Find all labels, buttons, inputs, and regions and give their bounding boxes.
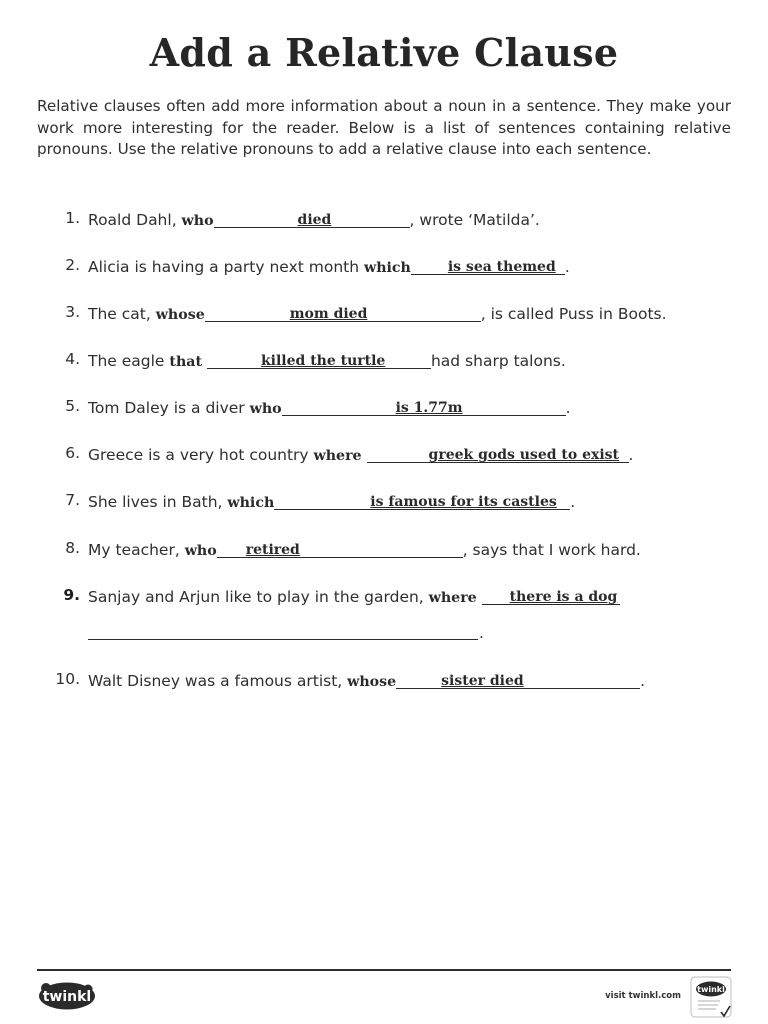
sentence-end: , says that I work hard.: [462, 541, 641, 559]
relative-pronoun: whose: [155, 307, 205, 323]
answer-text: greek gods used to exist: [428, 447, 619, 463]
answer-blank[interactable]: [411, 256, 565, 275]
answer-continuation-line[interactable]: [88, 639, 478, 640]
quality-badge-icon: [690, 976, 732, 1018]
page-title: Add a Relative Clause: [149, 30, 619, 75]
list-item: [0, 670, 768, 696]
sentence-start: My teacher,: [88, 541, 185, 559]
list-item: [0, 444, 768, 470]
relative-pronoun: where: [313, 448, 362, 464]
list-item: [0, 350, 768, 376]
item-number: 7.: [65, 491, 80, 509]
answer-blank[interactable]: [207, 350, 431, 369]
answer-text: mom died: [289, 306, 368, 322]
item-number: 3.: [65, 303, 80, 321]
item-number: 8.: [65, 539, 80, 557]
answer-blank[interactable]: [396, 670, 640, 689]
item-number: 6.: [65, 444, 80, 462]
item-number: 9.: [63, 586, 80, 604]
answer-blank[interactable]: [482, 586, 620, 605]
relative-pronoun: who: [184, 543, 217, 559]
sentence-end: , wrote ‘Matilda’.: [409, 211, 540, 229]
answer-blank[interactable]: [367, 444, 629, 463]
answer-text: is sea themed: [447, 259, 556, 275]
item-number: 2.: [65, 256, 80, 274]
sentence-start: Alicia is having a party next month: [88, 258, 364, 276]
visit-website-text[interactable]: visit twinkl.com: [605, 991, 681, 1001]
answer-text: killed the turtle: [260, 353, 386, 369]
continuation-period: .: [479, 624, 484, 642]
answer-blank[interactable]: [205, 303, 481, 322]
sentence-start: Roald Dahl,: [88, 211, 182, 229]
sentence-start: She lives in Bath,: [88, 493, 228, 511]
item-number: 5.: [65, 397, 80, 415]
relative-pronoun: whose: [347, 674, 397, 690]
answer-blank[interactable]: [214, 209, 410, 228]
item-number: 10.: [55, 670, 80, 688]
relative-pronoun: which: [363, 260, 411, 276]
relative-pronoun: that: [169, 354, 203, 370]
twinkl-logo[interactable]: [38, 980, 96, 1012]
sentence-end: had sharp talons.: [430, 352, 566, 370]
sentence-start: Sanjay and Arjun like to play in the garden,: [88, 588, 429, 606]
answer-text: is 1.77m: [395, 400, 463, 416]
intro-paragraph: Relative clauses often add more information about a noun in a sentence. They make your work more interesting for the reader. Below is a list of sentences containing relative pronouns. Use the relative pronouns to add a relative clause into each sentence.: [37, 97, 731, 159]
answer-blank[interactable]: [217, 539, 463, 558]
list-item: [0, 397, 768, 423]
answer-text: there is a dog: [509, 589, 618, 605]
item-number: 1.: [65, 209, 80, 227]
list-item: [0, 209, 768, 235]
relative-pronoun: which: [227, 495, 275, 511]
sentence-start: Walt Disney was a famous artist,: [88, 672, 348, 690]
answer-blank[interactable]: [282, 397, 566, 416]
list-item: [0, 586, 768, 612]
sentence-end: .: [564, 258, 570, 276]
logo-text: twinkl: [42, 989, 92, 1005]
relative-pronoun: who: [249, 401, 282, 417]
badge-logo-text: twinkl: [697, 985, 725, 994]
answer-text: is famous for its castles: [370, 494, 557, 510]
list-item: [0, 491, 768, 517]
sentence-end: .: [628, 446, 634, 464]
sentence-start: The eagle: [88, 352, 170, 370]
relative-pronoun: where: [428, 590, 477, 606]
sentence-start: Greece is a very hot country: [88, 446, 314, 464]
sentence-end: , is called Puss in Boots.: [480, 305, 667, 323]
footer-divider: [37, 969, 731, 971]
answer-blank[interactable]: [274, 491, 570, 510]
list-item: [0, 539, 768, 565]
answer-text: died: [297, 212, 332, 228]
item-number: 4.: [65, 350, 80, 368]
relative-pronoun: who: [181, 213, 214, 229]
answer-text: retired: [245, 542, 300, 558]
list-item: [0, 256, 768, 282]
sentence-start: Tom Daley is a diver: [88, 399, 250, 417]
sentence-start: The cat,: [88, 305, 156, 323]
sentence-end: .: [640, 672, 646, 690]
answer-text: sister died: [441, 673, 524, 689]
sentence-end: .: [565, 399, 571, 417]
list-item: [0, 303, 768, 329]
sentence-end: .: [570, 493, 576, 511]
